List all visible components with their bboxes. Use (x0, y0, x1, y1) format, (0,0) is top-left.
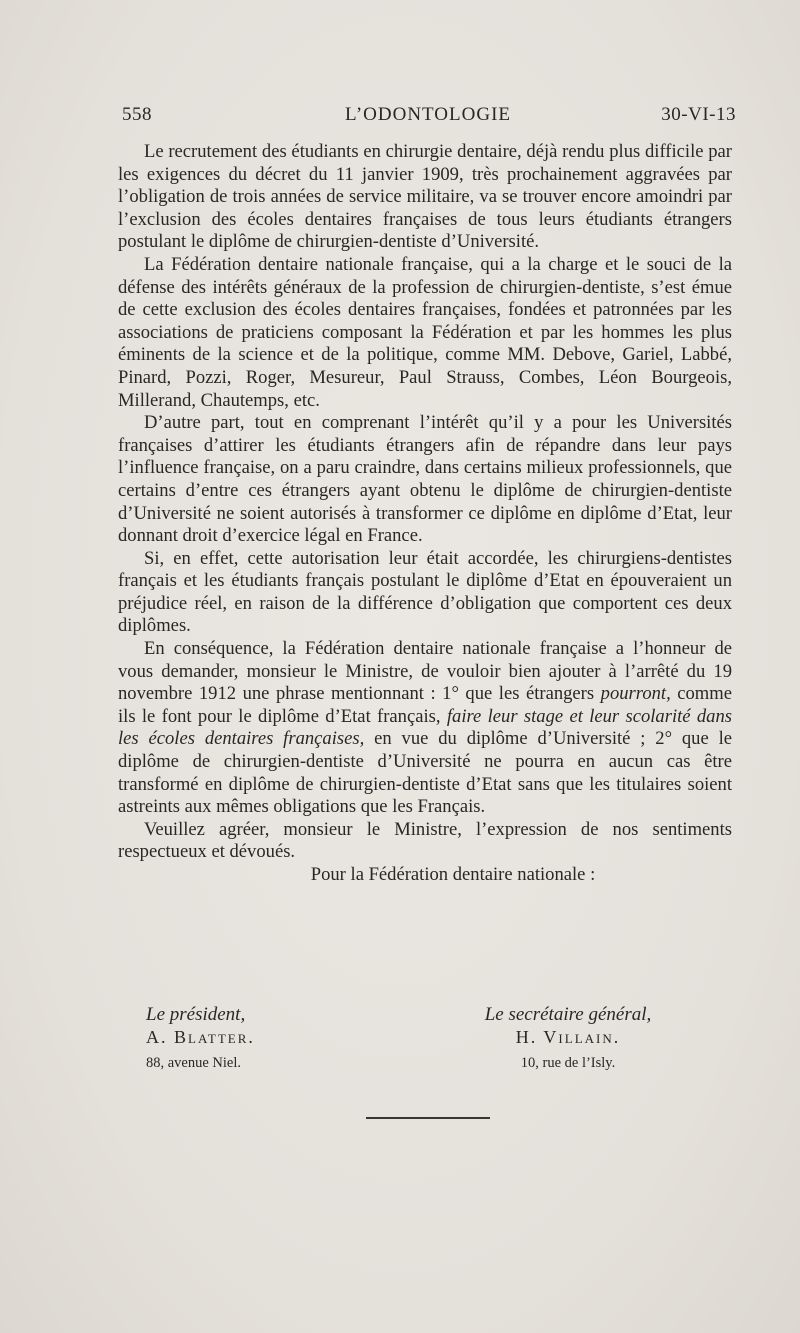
running-title: L’ODONTOLOGIE (344, 104, 512, 125)
closing-line: Pour la Fédération dentaire nationale : (310, 864, 596, 885)
paragraph-federation: La Fédération dentaire nationale française, qui a la charge et le souci de la défense des intérêts généraux de la profession de chirurgien-dentiste, s’est émue de cette exclusion des écoles dentaires françaises, fondées et patronnées par les associations de praticiens composant la Fédération et par les hommes les plus éminents de la science et de la politique, comme MM. Debove, Gariel, Labbé, Pinard, Pozzi, Roger, Mesureur, Paul Strauss, Combes, Léon Bourgeois, Millerand, Chautemps, etc. (118, 253, 732, 411)
president-name: A. Blatter. (146, 1027, 255, 1047)
request-italic-1: pourront, (600, 683, 671, 705)
paragraph-request (118, 638, 732, 819)
secretary-role: Le secrétaire général, (484, 1004, 652, 1025)
article-body (118, 141, 732, 887)
page-number: 558 (122, 104, 152, 125)
paragraph-salutation: Veuillez agréer, monsieur le Ministre, l’expression de nos sentiments respectueux et dévoués. (118, 818, 732, 863)
end-rule (366, 1117, 490, 1119)
request-text-2: comme ils le font pour le diplôme d’Etat français, (118, 683, 732, 727)
secretary-name: H. Villain. (515, 1027, 621, 1047)
paragraph-other-side: D’autre part, tout en comprenant l’intérêt qu’il y a pour les Universités françaises d’attirer les étudiants étrangers afin de répandre dans leur pays l’influence française, on a paru craindre, dans certains milieux professionnels, que certains d’entre ces étrangers ayant obtenu le diplôme de chirurgien-dentiste d’Université ne soient autorisés à transformer ce diplôme en diplôme d’Etat, leur donnant droit d’exercice légal en France. (118, 412, 732, 547)
request-text-1: En conséquence, la Fédération dentaire nationale française a l’honneur de vous demander, monsieur le Ministre, de vouloir bien ajouter à l’arrêté du 19 novembre 1912 une phrase mentionnant : 1° que les étrangers (118, 638, 732, 705)
request-italic-2: faire leur stage et leur scolarité dans les écoles dentaires françaises, (118, 705, 732, 750)
signature-secretary (438, 1004, 698, 1076)
president-address: 88, avenue Niel. (146, 1055, 242, 1071)
paragraph-consequence: Si, en effet, cette autorisation leur était accordée, les chirurgiens-dentistes français et les étudiants français postulant le diplôme d’Etat en épouveraient un préjudice réel, en raison de la différence d’obligation que comportent ces deux diplômes. (118, 547, 732, 637)
request-text-3: en vue du diplôme d’Université ; 2° que le diplôme de chirurgien-dentiste d’Université ne pourra en aucun cas être transformé en diplôme de chirurgien-dentiste d’Etat sans que les titulaires soient astreints aux mêmes obligations que les Français. (118, 728, 733, 818)
secretary-address: 10, rue de l’Isly. (520, 1055, 616, 1071)
president-role: Le président, (146, 1004, 246, 1025)
page-header (120, 104, 736, 134)
issue-date: 30-VI-13 (661, 104, 736, 125)
signatures (118, 1004, 732, 1084)
paragraph-recruitment: Le recrutement des étudiants en chirurgie dentaire, déjà rendu plus difficile par les exigences du décret du 11 janvier 1909, très prochainement aggravées par l’obligation de trois années de service militaire, va se trouver encore amoindri par l’exclusion des écoles dentaires françaises de tous leurs étudiants étrangers postulant le diplôme de chirurgien-dentiste d’Université. (118, 141, 732, 253)
signature-president (146, 1004, 406, 1076)
